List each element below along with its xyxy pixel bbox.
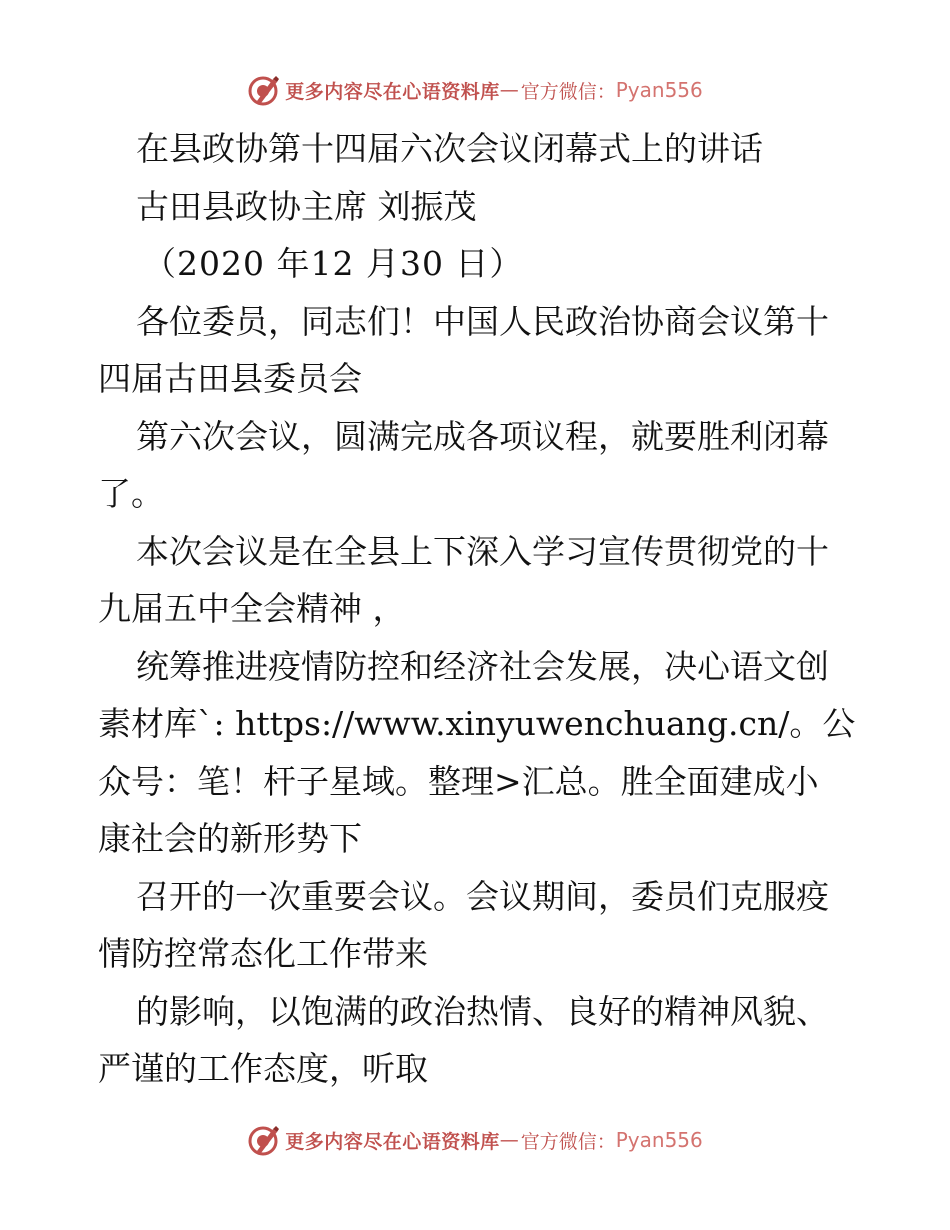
text-line: 康社会的新形势下 [98, 819, 362, 858]
text-line: 第六次会议，圆满完成各项议程，就要胜利闭幕 [136, 416, 829, 456]
watermark-site-text: 更多内容尽在心语资料库 [285, 80, 500, 103]
text-line: 九届五中全会精神 ， [98, 589, 406, 628]
text-line: 众号：笔！杆子星域。整理>汇总。胜全面建成小 [98, 761, 819, 801]
text-line: 情防控常态化工作带来 [98, 934, 428, 973]
document-date: （2020 年12 月30 日） [143, 244, 524, 283]
text-line: 统筹推进疫情防控和经济社会发展，决心语文创 [136, 646, 829, 686]
document-author: 古田县政协主席 刘振茂 [136, 186, 477, 226]
watermark-separator: — [499, 79, 519, 101]
watermark-site-text: 更多内容尽在心语资料库 [285, 1130, 500, 1153]
text-line: 严谨的工作态度，听取 [98, 1049, 428, 1088]
watermark-separator: — [499, 1129, 519, 1151]
text-line: 四届古田县委员会 [98, 359, 362, 398]
watermark-handle: Pyan556 [615, 78, 703, 102]
document-title: 在县政协第十四届六次会议闭幕式上的讲话 [136, 129, 763, 168]
pen-logo-icon [247, 73, 281, 107]
text-line: 了。 [98, 474, 164, 513]
text-line: 素材库`: https://www.xinyuwenchuang.cn/。公 [98, 704, 856, 743]
footer-watermark [0, 1120, 950, 1160]
header-watermark [0, 70, 950, 110]
text-line: 各位委员，同志们！中国人民政治协商会议第十 [136, 301, 829, 341]
text-line: 本次会议是在全县上下深入学习宣传贯彻党的十 [136, 531, 829, 571]
watermark-handle: Pyan556 [615, 1128, 703, 1152]
text-line: 召开的一次重要会议。会议期间，委员们克服疫 [136, 876, 829, 916]
watermark-label: 官方微信： [520, 80, 616, 103]
watermark-label: 官方微信： [520, 1130, 616, 1153]
pen-logo-icon [247, 1123, 281, 1157]
text-line: 的影响，以饱满的政治热情、良好的精神风貌、 [136, 991, 829, 1031]
document-body [98, 120, 868, 1098]
